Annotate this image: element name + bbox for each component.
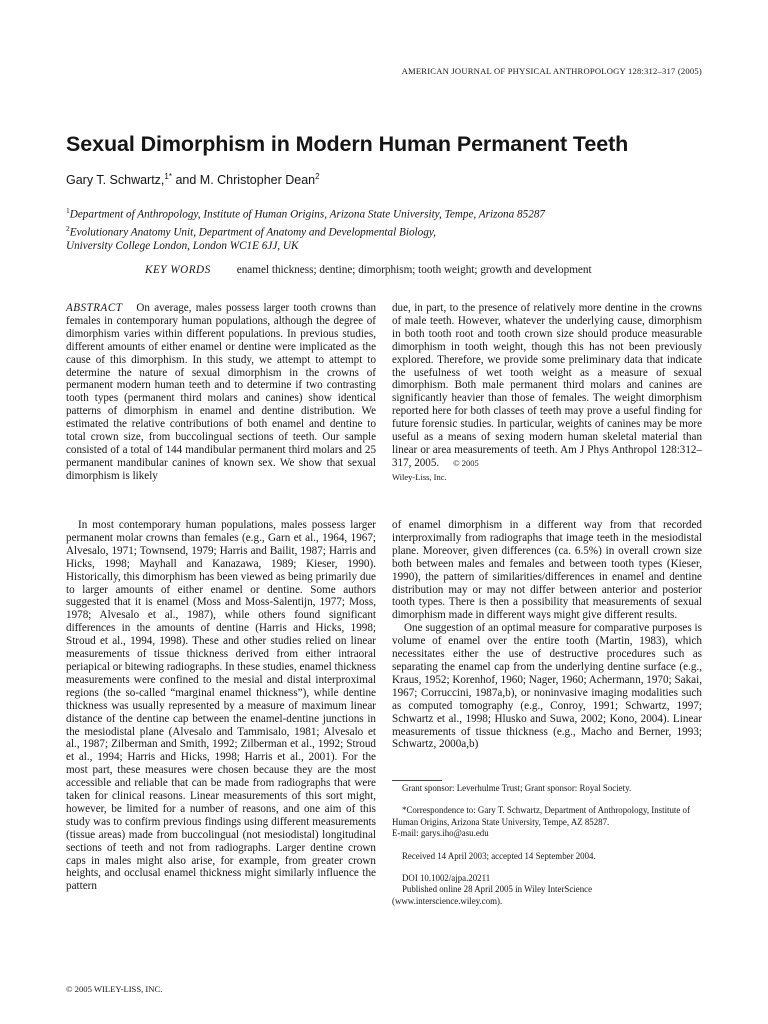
affiliation-2-cont	[66, 240, 706, 254]
affiliation-2-mark: 2	[66, 224, 70, 234]
author-line	[66, 172, 320, 187]
body-paragraph-2: of enamel dimorphism in a different way from that recorded interproximally from radiographs that image teeth in the mesiodistal plane. Moreover, given differences (ca. 6.5%) in overall crown size both between males and females and between tooth types (Kieser, 1990), the pattern of similarities/differences in enamel and dentine distribution may or may not differ between anterior and posterior tooth types. There is then a possibility that measurements of sexual dimorphism made in different ways might give different results.	[392, 519, 702, 622]
body-paragraph-3: One suggestion of an optimal measure for comparative purposes is volume of enamel over the entire tooth (Martin, 1983), which necessitates either the use of destructive procedures such as separating the enamel cap from the underlying dentine surface (e.g., Kraus, 1952; Korenhof, 1960; Nager, 1960; Achermann, 1970; Sakai, 1967; Corruccini, 1987a,b), or noninvasive imaging modalities such as computed tomography (e.g., Conroy, 1991; Schwartz, 1997; Schwartz et al., 1998; Hlusko and Suwa, 2002; Kono, 2004). Linear measurements of tissue thickness (e.g., Macho and Berner, 1993; Schwartz, 2000a,b)	[392, 622, 702, 751]
published-note: Published online 28 April 2005 in Wiley InterScience	[402, 884, 593, 895]
affiliation-1-mark: 1	[66, 206, 70, 215]
footnotes	[392, 783, 710, 907]
keywords-text: enamel thickness; dentine; dimorphism; tooth weight; growth and development	[236, 264, 592, 276]
abstract-label: ABSTRACT	[66, 302, 123, 314]
page-footer-copyright: © 2005 WILEY-LISS, INC.	[66, 984, 163, 994]
abstract-left-column	[66, 302, 376, 483]
affiliation-1-text: Department of Anthropology, Institute of Human Origins, Arizona State University, Tempe, Arizona 85287	[69, 208, 546, 221]
journal-header: AMERICAN JOURNAL OF PHYSICAL ANTHROPOLOGY 128:312–317 (2005)	[401, 66, 702, 76]
author-2-affiliation-marks: 2	[315, 172, 320, 181]
body-right-column	[392, 519, 702, 751]
doi-note: DOI 10.1002/ajpa.20211	[402, 873, 491, 884]
abstract-text-right: due, in part, to the presence of relatively more dentine in the crowns of male teeth. However, whatever the underlying cause, dimorphism in both tooth root and tooth crown size should produce measurable dimorphism in tooth weight, though this has not been previously explored. Therefore, we provide some preliminary data that indicate the usefulness of wet tooth weight as a measure of sexual dimorphism. Both male permanent third molars and canines are significantly heavier than those of females. The weight dimorphism reported here for both classes of teeth may prove a useful finding for future forensic studies. In particular, weights of canines may be more useful as a means of sexing modern human skeletal material than linear or area measurements of teeth. Am J Phys Anthropol 128:312–317, 2005.	[392, 302, 702, 469]
keywords	[145, 263, 615, 277]
abstract-text-left: On average, males possess larger tooth crowns than females in contemporary human populations, although the degree of dimorphism varies within different populations. In previous studies, different amounts of either enamel or dentine were implicated as the cause of this dimorphism. In this study, we attempt to attempt to determine the nature of sexual dimorphism in the crowns of permanent modern human teeth and to determine if two contrasting tooth types (permanent third molars and canines) show identical patterns of dimorphism in enamel and dentine distribution. We estimated the relative contributions of both enamel and dentine to total crown size, from buccolingual sections of teeth. Our sample consisted of a total of 144 mandibular permanent third molars and 25 permanent mandibular canines of known sex. We show that sexual dimorphism is likely	[66, 302, 376, 482]
interscience-link[interactable]: (www.interscience.wiley.com).	[392, 895, 503, 906]
article-title: Sexual Dimorphism in Modern Human Permanent Teeth	[66, 132, 629, 156]
affiliation-2	[66, 222, 706, 240]
footnote-divider	[392, 780, 442, 781]
author-1[interactable]: Gary T. Schwartz,	[66, 173, 165, 188]
affiliation-2-text: Evolutionary Anatomy Unit, Department of Anatomy and Developmental Biology,	[69, 226, 436, 239]
abstract-right-column	[392, 302, 702, 484]
email-note	[392, 828, 710, 839]
received-note: Received 14 April 2003; accepted 14 September 2004.	[402, 850, 596, 861]
author-connector[interactable]: and M. Christopher Dean	[171, 173, 316, 188]
url-note	[392, 896, 710, 907]
affiliation-1	[66, 204, 706, 222]
correspondence-note: *Correspondence to: Gary T. Schwartz, Department of Anthropology, Institute of Human Origins, Arizona State University, Tempe, AZ 85287.	[392, 805, 690, 827]
affiliation-3-text: University College London, London WC1E 6JJ, UK	[66, 240, 299, 253]
email-link[interactable]: E-mail: garys.iho@asu.edu	[392, 828, 489, 839]
abstract-publisher: Wiley-Liss, Inc.	[392, 471, 447, 482]
body-left-column	[66, 519, 376, 893]
author-1-affiliation-marks: 1*	[164, 172, 172, 181]
body-paragraph-1: In most contemporary human populations, males possess larger permanent molar crowns than females (e.g., Garn et al., 1964, 1967; Alvesalo, 1971; Townsend, 1979; Harris and Bailit, 1987; Harris and Hicks, 1998; Mayhall and Kanazawa, 1989; Kieser, 1990). Historically, this dimorphism has been viewed as being primarily due to larger amounts of either enamel or dentine. Some authors suggested that it is enamel (Moss and Moss-Salentijn, 1977; Moss, 1978; Alvesalo et al., 1987), while others found significant differences in the amounts of dentine (Harris and Hicks, 1998; Stroud et al., 1994, 1998). These and other studies relied on linear measurements of tissue thickness derived from either intraoral periapical or bitewing radiographs. In these studies, enamel thickness measurements were confined to the mesial and distal interproximal regions (the so-called “marginal enamel thickness”), while dentine thickness was usually represented by a measure of maximum linear distance of the dentine cap between the enamel-dentine junctions in the mesiodistal plane (Alvesalo and Tammisalo, 1981; Alvesalo et al., 1987; Zilberman and Smith, 1992; Zilberman et al., 1992; Stroud et al., 1994; Harris and Hicks, 1998; Harris et al., 2001). For the most part, these measures were chosen because they are the most accessible and reliable that can be made from radiographs that were taken for clinical reasons. Linear measurements of this sort might, however, be limited for a number of reasons, and one aim of this study was to confirm previous findings using different measurements (tissue areas) made from buccolingual (not mesiodistal) longitudinal sections of teeth and not from radiographs. Larger dentine crown caps in males might also arise, for example, from greater crown heights, and occlusal enamel thickness might similarly influence the pattern	[66, 519, 376, 893]
affiliations	[66, 204, 706, 254]
abstract-copyright: © 2005	[453, 457, 479, 468]
grant-note: Grant sponsor: Leverhulme Trust; Grant sponsor: Royal Society.	[402, 783, 632, 793]
keywords-label: KEY WORDS	[145, 264, 211, 276]
